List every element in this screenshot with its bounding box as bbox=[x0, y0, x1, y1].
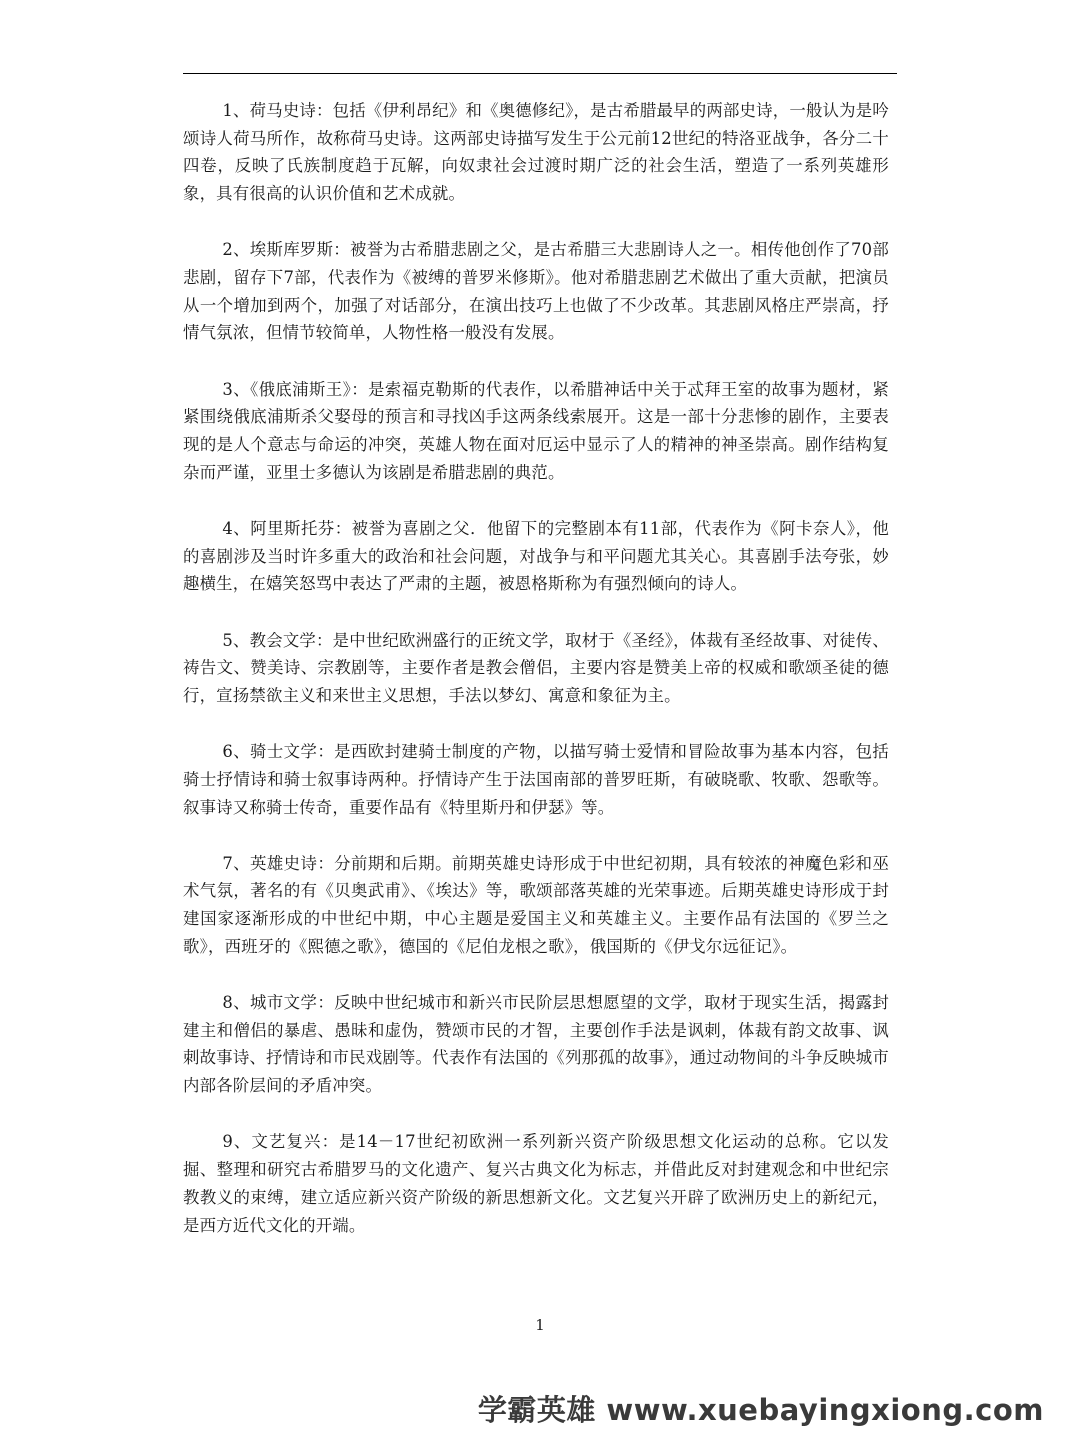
paragraph-urban-literature: 8、城市文学：反映中世纪城市和新兴市民阶层思想愿望的文学，取材于现实生活，揭露封建主和僧侣的暴虐、愚昧和虚伪，赞颂市民的才智，主要创作手法是讽刺，体裁有韵文故事、讽刺故事诗、抒情诗和市民戏剧等。代表作有法国的《列那孤的故事》，通过动物间的斗争反映城市内部各阶层间的矛盾冲突。 bbox=[183, 993, 889, 1096]
document-body bbox=[183, 97, 889, 1268]
site-watermark: 学霸英雄 www.xuebayingxiong.com bbox=[477, 1393, 1044, 1427]
header-rule bbox=[183, 73, 897, 74]
paragraph-heroic-epics: 7、英雄史诗：分前期和后期。前期英雄史诗形成于中世纪初期，具有较浓的神魔色彩和巫术气氛，著名的有《贝奥武甫》、《埃达》等，歌颂部落英雄的光荣事迹。后期英雄史诗形成于封建国家逐渐形成的中世纪中期，中心主题是爱国主义和英雄主义。主要作品有法国的《罗兰之歌》，西班牙的《熙德之歌》，德国的《尼伯龙根之歌》，俄国斯的《伊戈尔远征记》。 bbox=[183, 853, 889, 956]
paragraph-renaissance: 9、文艺复兴：是14－17世纪初欧洲一系列新兴资产阶级思想文化运动的总称。它以发掘、整理和研究古希腊罗马的文化遗产、复兴古典文化为标志，并借此反对封建观念和中世纪宗教教义的束缚，建立适应新兴资产阶级的新思想新文化。文艺复兴开辟了欧洲历史上的新纪元，是西方近代文化的开端。 bbox=[183, 1132, 889, 1235]
page-number: 1 bbox=[535, 1316, 545, 1334]
paragraph-oedipus-rex: 3、《俄底浦斯王》：是索福克勒斯的代表作，以希腊神话中关于忒拜王室的故事为题材，紧紧围绕俄底浦斯杀父娶母的预言和寻找凶手这两条线索展开。这是一部十分悲惨的剧作，主要表现的是人个意志与命运的冲突，英雄人物在面对厄运中显示了人的精神的神圣崇高。剧作结构复杂而严谨，亚里士多德认为该剧是希腊悲剧的典范。 bbox=[183, 379, 889, 482]
paragraph-aristophanes: 4、阿里斯托芬：被誉为喜剧之父．他留下的完整剧本有11部，代表作为《阿卡奈人》，他的喜剧涉及当时许多重大的政治和社会问题，对战争与和平问题尤其关心。其喜剧手法夸张，妙趣横生，在嬉笑怒骂中表达了严肃的主题，被恩格斯称为有强烈倾向的诗人。 bbox=[183, 518, 889, 594]
paragraph-chivalric-literature: 6、骑士文学：是西欧封建骑士制度的产物，以描写骑士爱情和冒险故事为基本内容，包括骑士抒情诗和骑士叙事诗两种。抒情诗产生于法国南部的普罗旺斯，有破晓歌、牧歌、怨歌等。叙事诗又称骑士传奇，重要作品有《特里斯丹和伊瑟》等。 bbox=[183, 742, 889, 817]
paragraph-homer-epics: 1、荷马史诗：包括《伊利昂纪》和《奥德修纪》，是古希腊最早的两部史诗，一般认为是吟颂诗人荷马所作，故称荷马史诗。这两部史诗描写发生于公元前12世纪的特洛亚战争，各分二十四卷，反映了氏族制度趋于瓦解，向奴隶社会过渡时期广泛的社会生活，塑造了一系列英雄形象，具有很高的认识价值和艺术成就。 bbox=[183, 101, 889, 204]
paragraph-church-literature: 5、教会文学：是中世纪欧洲盛行的正统文学，取材于《圣经》，体裁有圣经故事、对徒传、祷告文、赞美诗、宗教剧等，主要作者是教会僧侣，主要内容是赞美上帝的权威和歌颂圣徒的德行，宣扬禁欲主义和来世主义思想，手法以梦幻、寓意和象征为主。 bbox=[183, 630, 889, 705]
paragraph-aeschylus: 2、埃斯库罗斯：被誉为古希腊悲剧之父，是古希腊三大悲剧诗人之一。相传他创作了70部悲剧，留存下7部，代表作为《被缚的普罗米修斯》。他对希腊悲剧艺术做出了重大贡献，把演员从一个增加到两个，加强了对话部分，在演出技巧上也做了不少改革。其悲剧风格庄严崇高，抒情气氛浓，但情节较简单，人物性格一般没有发展。 bbox=[183, 240, 889, 343]
